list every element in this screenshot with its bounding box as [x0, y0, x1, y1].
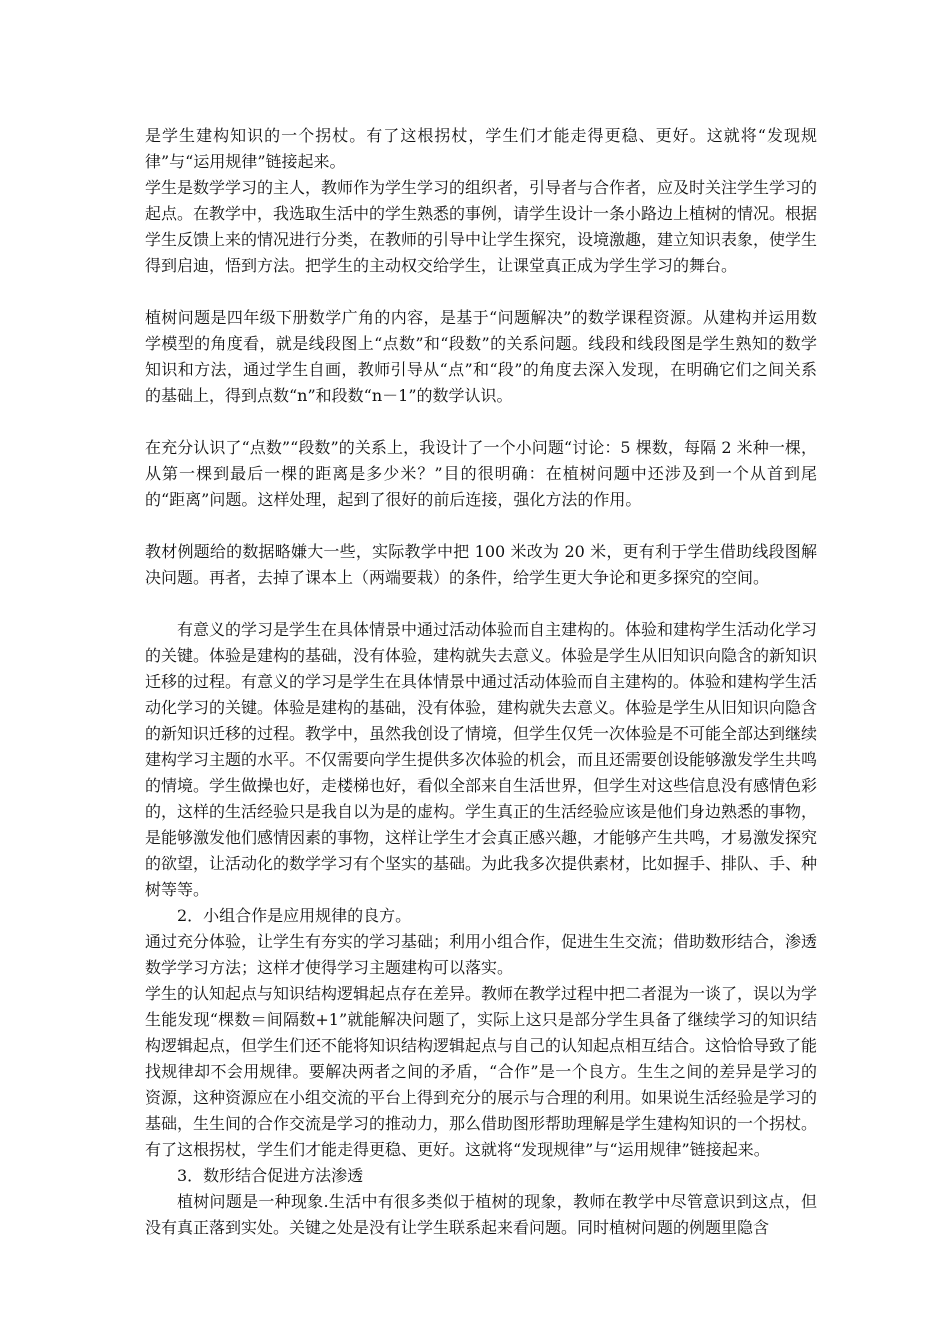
paragraph-1: 是学生建构知识的一个拐杖。有了这根拐杖，学生们才能走得更稳、更好。这就将“发现规律”与“运用规律”链接起来。	[145, 126, 817, 171]
paragraph-3: 植树问题是四年级下册数学广角的内容，是基于“问题解决”的数学课程资源。从建构并运用数学模型的角度看，就是线段图上“点数”和“段数”的关系问题。线段和线段图是学生熟知的数学知识和方法，通过学生自画，教师引导从“点”和“段”的角度去深入发现，在明确它们之间关系的基础上，得到点数“n”和段数“n－1”的数学认识。	[145, 308, 817, 405]
document-body	[145, 123, 817, 1241]
paragraph-2: 学生是数学学习的主人，教师作为学生学习的组织者，引导者与合作者，应及时关注学生学习的起点。在教学中，我选取生活中的学生熟悉的事例，请学生设计一条小路边上植树的情况。根据学生反馈上来的情况进行分类，在教师的引导中让学生探究，设境激趣，建立知识表象，使学生得到启迪，悟到方法。把学生的主动权交给学生，让课堂真正成为学生学习的舞台。	[145, 178, 818, 275]
paragraph-9: 植树问题是一种现象.生活中有很多类似于植树的现象，教师在教学中尽管意识到这点，但没有真正落到实处。关键之处是没有让学生联系起来看问题。同时植树问题的例题里隐含	[145, 1192, 817, 1237]
section-heading-2: 2．小组合作是应用规律的良方。	[177, 906, 412, 925]
section-heading-3: 3．数形结合促进方法渗透	[177, 1166, 364, 1185]
paragraph-7: 通过充分体验，让学生有夯实的学习基础；利用小组合作，促进生生交流；借助数形结合，渗透数学学习方法；这样才使得学习主题建构可以落实。	[145, 932, 818, 977]
paragraph-5: 教材例题给的数据略嫌大一些，实际教学中把 100 米改为 20 米，更有利于学生借助线段图解决问题。再者，去掉了课本上（两端要栽）的条件，给学生更大争论和更多探究的空间。	[145, 542, 817, 587]
paragraph-8: 学生的认知起点与知识结构逻辑起点存在差异。教师在教学过程中把二者混为一谈了，误以为学生能发现“棵数＝间隔数+1”就能解决问题了，实际上这只是部分学生具备了继续学习的知识结构逻辑起点，但学生们还不能将知识结构逻辑起点与自己的认知起点相互结合。这恰恰导致了能找规律却不会用规律。要解决两者之间的矛盾，“合作”是一个良方。生生之间的差异是学习的资源，这种资源应在小组交流的平台上得到充分的展示与合理的利用。如果说生活经验是学习的基础，生生间的合作交流是学习的推动力，那么借助图形帮助理解是学生建构知识的一个拐杖。有了这根拐杖，学生们才能走得更稳、更好。这就将“发现规律”与“运用规律”链接起来。	[145, 984, 818, 1159]
paragraph-4: 在充分认识了“点数”“段数”的关系上，我设计了一个小问题“讨论：5 棵数，每隔 2 米种一棵，从第一棵到最后一棵的距离是多少米？”目的很明确：在植树问题中还涉及到一个从首到尾的“距离”问题。这样处理，起到了很好的前后连接，强化方法的作用。	[145, 438, 817, 509]
paragraph-6: 有意义的学习是学生在具体情景中通过活动体验而自主建构的。体验和建构学生活动化学习的关键。体验是建构的基础，没有体验，建构就失去意义。体验是学生从旧知识向隐含的新知识迁移的过程。有意义的学习是学生在具体情景中通过活动体验而自主建构的。体验和建构学生活动化学习的关键。体验是建构的基础，没有体验，建构就失去意义。体验是学生从旧知识向隐含的新知识迁移的过程。教学中，虽然我创设了情境，但学生仅凭一次体验是不可能全部达到继续建构学习主题的水平。不仅需要向学生提供多次体验的机会，而且还需要创设能够激发学生共鸣的情境。学生做操也好，走楼梯也好，看似全部来自生活世界，但学生对这些信息没有感情色彩的，这样的生活经验只是我自以为是的虚构。学生真正的生活经验应该是他们身边熟悉的事物，是能够激发他们感情因素的事物，这样让学生才会真正感兴趣，才能够产生共鸣，才易激发探究的欲望，让活动化的数学学习有个坚实的基础。为此我多次提供素材，比如握手、排队、手、种树等等。	[145, 620, 818, 899]
